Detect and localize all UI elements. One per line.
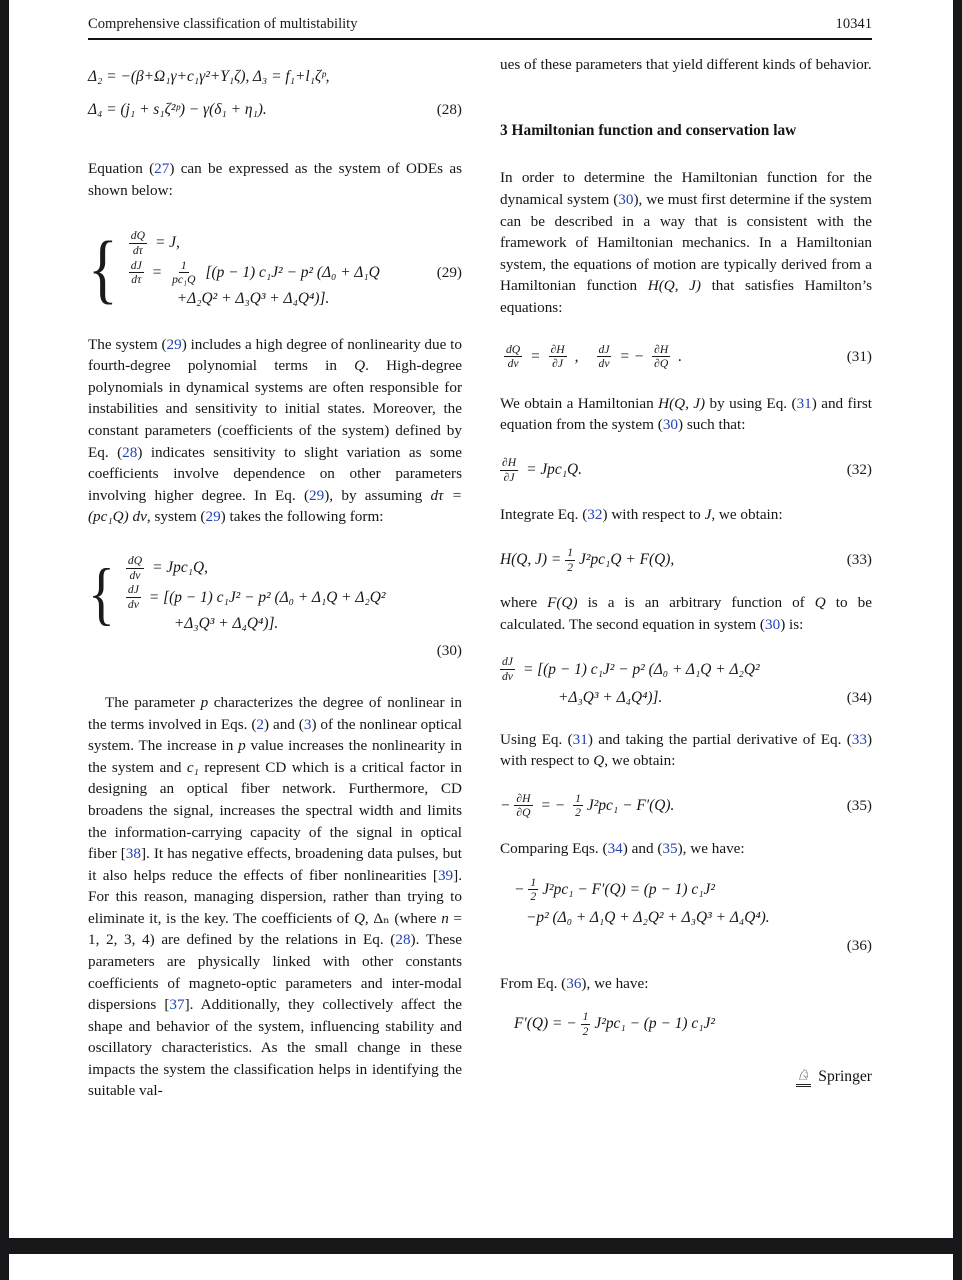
text-segment: p xyxy=(200,694,209,712)
text-segment: ) of the nonlinear optical system. The increase in xyxy=(88,715,463,755)
citation-link[interactable]: 39 xyxy=(437,866,454,884)
citation-link[interactable]: 28 xyxy=(395,931,411,949)
fraction: $\frac{dJ}{dv}$ xyxy=(598,342,610,371)
fraction: $\frac{dJ}{d\tau}$ xyxy=(130,258,142,287)
equation-28-line1: Δ₂ = −(β+Ω₁γ+c₁γ²+Y₁ζ), Δ₃ = f₁+l₁ζᵖ, xyxy=(88,67,330,85)
citation-link[interactable]: 35 xyxy=(662,840,678,858)
paper-page xyxy=(9,0,953,1238)
text-segment: ) includes a high degree of nonlinearity due to fourth-degree polynomial terms in xyxy=(88,335,462,375)
paragraph xyxy=(500,729,872,772)
text-segment: H(Q, J) xyxy=(647,277,701,295)
system-brace: { xyxy=(88,225,118,311)
text-segment: Q xyxy=(814,594,826,612)
text-segment: ) can be expressed as the system of ODEs as shown below: xyxy=(88,160,463,199)
citation-link[interactable]: 3 xyxy=(303,715,312,733)
text-segment: Q xyxy=(354,357,366,375)
section-heading: 3 Hamiltonian function and conservation law xyxy=(500,121,797,139)
equation-number: (33) xyxy=(846,551,872,569)
column-right xyxy=(500,50,872,1089)
text-segment: characterizes the degree of nonlinear in the terms involved in Eqs. ( xyxy=(88,694,462,733)
text-segment: Equation ( xyxy=(88,160,155,177)
text-segment: ) with respect to xyxy=(602,506,705,524)
citation-link[interactable]: 27 xyxy=(154,160,170,177)
citation-link[interactable]: 2 xyxy=(256,715,264,733)
text-segment: ]. It has negative effects, broadening data pulses, but it also helps reduce the effects of fiber nonlinearities [ xyxy=(88,845,462,884)
text-segment: ) takes the following form: xyxy=(220,508,384,526)
springer-footer xyxy=(500,1066,872,1088)
equation-number: (30) xyxy=(436,642,462,660)
citation-link[interactable]: 33 xyxy=(851,730,867,748)
fraction: $\frac{1}{\text{pc₁Q}}$ xyxy=(172,258,196,287)
publisher-name: Springer xyxy=(818,1068,872,1086)
paragraph xyxy=(500,393,872,436)
fraction: $\frac{\partial H}{\partial Q}$ xyxy=(516,791,531,820)
text-segment: ), we have: xyxy=(677,840,745,858)
text-segment: ) and ( xyxy=(264,715,304,733)
citation-link[interactable]: 34 xyxy=(607,840,623,858)
equation-33: H(Q, J) = $\frac{1}{2}$ J²pc₁Q + F(Q), (33) xyxy=(500,545,872,574)
fraction: $\frac{1}{2}$ xyxy=(530,875,537,904)
text-segment: value increases the nonlinearity in the system and xyxy=(88,737,462,776)
citation-link[interactable]: 30 xyxy=(662,416,678,434)
equation-number: (35) xyxy=(846,797,872,815)
fraction: $\frac{\partial H}{\partial Q}$ xyxy=(654,342,669,371)
text-segment: is a is an arbitrary function of xyxy=(577,594,815,612)
text-segment: p xyxy=(238,737,246,755)
fraction: $\frac{\partial H}{\partial J}$ xyxy=(550,342,565,371)
text-segment: ), we have: xyxy=(581,974,649,992)
page-number: 10341 xyxy=(835,16,872,32)
equation-28 xyxy=(88,60,462,126)
text-segment: H(Q, J) xyxy=(658,394,706,412)
paragraph xyxy=(500,838,872,860)
equation-36: − $\frac{1}{2}$ J²pc₁ − F′(Q) = (p − 1) c₁J² −p² (Δ₀ + Δ₁Q + Δ₂Q² + Δ₃Q³ + Δ₄Q⁴). (36) xyxy=(500,876,872,957)
text-segment: ), by assuming xyxy=(324,486,431,504)
citation-link[interactable]: 30 xyxy=(618,191,634,209)
column-left xyxy=(88,50,462,1102)
text-segment: F(Q) xyxy=(547,594,578,612)
text-segment: Q xyxy=(353,909,365,927)
text-segment: dτ = (pc₁Q) dv xyxy=(88,486,463,526)
text-segment: The parameter xyxy=(105,694,201,712)
text-segment: ) is: xyxy=(780,615,804,633)
text-segment: Using Eq. ( xyxy=(500,730,573,748)
text-segment: The system ( xyxy=(88,335,167,353)
equation-number: (34) xyxy=(846,688,872,706)
next-page-top-edge xyxy=(9,1254,953,1280)
text-segment: n xyxy=(441,909,449,927)
paragraph xyxy=(88,158,462,201)
text-segment: where xyxy=(500,594,548,612)
text-segment: . High-degree polynomials in dynamical systems are often responsible for instabilities and sensitivity to initial states. Moreover, the constant parameters (coefficients of the system) defined by Eq. ( xyxy=(88,357,462,461)
text-segment: by using Eq. ( xyxy=(705,394,797,412)
fraction: $\frac{dQ}{dv}$ xyxy=(127,553,143,582)
citation-link[interactable]: 36 xyxy=(566,974,582,992)
citation-link[interactable]: 29 xyxy=(166,335,182,353)
text-segment: Q xyxy=(593,752,605,770)
citation-link[interactable]: 37 xyxy=(169,996,185,1014)
text-segment: represent CD which is a critical factor in designing an optical fiber network. Furthermore, CD broadens the signal, increases the spectral width and limits the information-carrying capacity of the signal in optical fiber [ xyxy=(88,758,463,863)
text-segment: ), we must first determine if the system can be described in a way that is consistent with the framework of Hamiltonian mechanics. In a Hamiltonian system, the equations of motion are typically derived from a Hamiltonian function xyxy=(500,191,872,295)
fraction: $\frac{1}{2}$ xyxy=(575,791,581,820)
equation-35: − $\frac{\partial H}{\partial Q}$ = − $\frac{1}{2}$ J²pc₁ − F′(Q). (35) xyxy=(500,791,872,820)
citation-link[interactable]: 31 xyxy=(796,394,812,412)
text-segment: to be calculated. The second equation in system ( xyxy=(500,594,872,633)
fraction: $\frac{dQ}{d\tau}$ xyxy=(130,229,145,257)
text-segment: From Eq. ( xyxy=(500,974,567,992)
equation-31: $\frac{dQ}{dv}$ = $\frac{\partial H}{\partial J}$ , $\frac{dJ}{dv}$ = − $\frac{\partial H}{\partial Q}$ . (31) xyxy=(506,342,872,371)
text-segment: ues of these parameters that yield different kinds of behavior. xyxy=(500,56,872,73)
text-segment: ]. Additionally, they collectively affect the shape and behavior of the system, influencing stability and oscillatory characteristics. As the small change in these impacts the system the classification helps in identifying the suitable val- xyxy=(88,996,462,1100)
text-segment: In order to determine the Hamiltonian function for the dynamical system ( xyxy=(500,169,872,209)
equation-f-prime: F′(Q) = − $\frac{1}{2}$ J²pc₁ − (p − 1) c₁J² xyxy=(514,1010,716,1038)
text-segment: , we obtain: xyxy=(604,752,676,770)
text-segment: Integrate Eq. ( xyxy=(500,506,588,524)
equation-number: (36) xyxy=(846,936,872,954)
text-segment: J xyxy=(704,506,712,524)
equation-30: { $\frac{dQ}{dv}$ = Jpc₁Q, $\frac{dJ}{dv}$ = [(p − 1) c₁J² − p² (Δ₀ + Δ₁Q + Δ₂Q² +Δ₃Q³ + Δ₄Q⁴)]. (30) xyxy=(88,554,462,662)
fraction: $\frac{dJ}{dv}$ xyxy=(502,655,513,684)
text-segment: Comparing Eqs. ( xyxy=(500,840,608,858)
text-segment: that satisfies Hamilton’s equations: xyxy=(500,277,872,316)
paragraph xyxy=(88,334,462,528)
equation-number: (32) xyxy=(846,461,872,479)
text-segment: We obtain a Hamiltonian xyxy=(500,394,659,412)
text-segment: c₁ xyxy=(186,758,199,776)
page-header xyxy=(88,16,872,33)
fraction: $\frac{\partial H}{\partial J}$ xyxy=(502,456,517,484)
citation-link[interactable]: 30 xyxy=(765,615,781,633)
fraction: $\frac{1}{2}$ xyxy=(567,545,574,574)
paragraph xyxy=(500,504,872,526)
running-title: Comprehensive classification of multistability xyxy=(88,16,358,32)
text-segment: ). These parameters are physically linked with other constants coefficients of magneto-optic parameters and inter-modal dispersions [ xyxy=(88,931,462,1014)
citation-link[interactable]: 29 xyxy=(309,486,325,504)
paragraph xyxy=(500,592,872,635)
header-rule xyxy=(88,38,872,40)
text-segment: ) indicates sensitivity to slight variation as some coefficients involve dependence on other parameters involving higher degree. In Eq. ( xyxy=(88,443,462,504)
text-segment: ) and first equation from the system ( xyxy=(500,394,873,434)
equation-29: { $\frac{dQ}{d\tau}$ = J, $\frac{dJ}{d\tau}$ = $\frac{1}{\text{pc₁Q}}$ [(p − 1) c₁J² − p² (Δ₀ + Δ₁Q (29) +Δ₂Q² + Δ₃Q³ + Δ₄Q⁴)]. xyxy=(88,225,462,311)
citation-link[interactable]: 31 xyxy=(572,730,588,748)
fraction: $\frac{dQ}{dv}$ xyxy=(506,342,521,371)
system-brace: { xyxy=(88,555,115,633)
paragraph xyxy=(500,54,872,76)
citation-link[interactable]: 32 xyxy=(587,506,603,524)
equation-number: (31) xyxy=(846,347,872,365)
equation-28-line2: Δ₄ = (j₁ + s₁ζ²ᵖ) − γ(δ₁ + η₁). xyxy=(88,100,267,118)
fraction: $\frac{dJ}{dv}$ xyxy=(127,583,139,611)
text-segment: ) such that: xyxy=(678,416,746,434)
text-segment: ) and ( xyxy=(622,840,663,858)
citation-link[interactable]: 28 xyxy=(122,443,138,461)
paragraph xyxy=(500,973,872,995)
text-segment: ) with respect to xyxy=(500,730,873,770)
fraction: $\frac{1}{2}$ xyxy=(582,1010,589,1038)
citation-link[interactable]: 29 xyxy=(205,508,221,526)
paragraph xyxy=(88,692,462,1102)
text-segment: , system ( xyxy=(146,508,206,526)
equation-number: (29) xyxy=(436,263,462,281)
text-segment: , Δₙ (where xyxy=(364,909,442,927)
equation-32: $\frac{\partial H}{\partial J}$ = Jpc₁Q. (32) xyxy=(502,456,872,484)
text-segment: = 1, 2, 3, 4) are defined by the relations in Eq. ( xyxy=(88,909,463,949)
paragraph xyxy=(500,167,872,318)
text-segment: , we obtain: xyxy=(711,506,783,524)
springer-logo-icon: ♘ xyxy=(796,1068,811,1087)
text-segment: ]. For this reason, managing dispersion, rather than trying to eliminate it, is the key. The coefficients of xyxy=(88,866,462,927)
equation-34: $\frac{dJ}{dv}$ = [(p − 1) c₁J² − p² (Δ₀ + Δ₁Q + Δ₂Q² +Δ₃Q³ + Δ₄Q⁴)]. (34) xyxy=(500,655,872,708)
text-segment: ) and taking the partial derivative of Eq. ( xyxy=(587,730,852,748)
equation-number: (28) xyxy=(436,100,462,118)
citation-link[interactable]: 38 xyxy=(125,845,141,863)
